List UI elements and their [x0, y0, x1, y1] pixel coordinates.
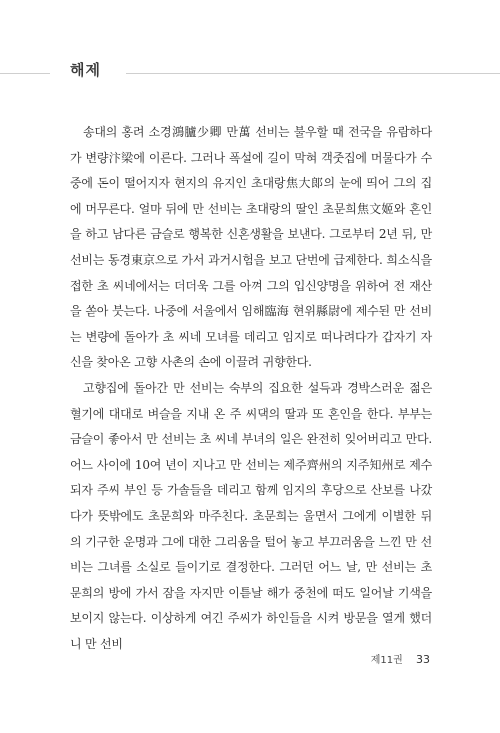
- paragraph-1: 송대의 홍려 소경鴻臚少卿 만萬 선비는 불우할 때 전국을 유람하다가 변량汴梁에 이른다. 그러나 폭설에 길이 막혀 객줏집에 머물다가 수중에 돈이 떨어지자 현지의 유지인 초대랑焦大郞의 눈에 띄어 그의 집에 머무른다. 얼마 뒤에 만 선비는 초대랑의 딸인 초문희焦文姬와 혼인을 하고 남다른 금슬로 행복한 신혼생활을 보낸다. 그로부터 2년 뒤, 만 선비는 동경東京으로 가서 과거시험을 보고 단번에 급제한다. 희소식을 접한 초 씨네에서는 더더욱 그를 아껴 그의 입신양명을 위하여 전 재산을 쏟아 붓는다. 나중에 서울에서 임해臨海 현위縣尉에 제수된 만 선비는 변량에 돌아가 초 씨네 모녀를 데리고 임지로 떠나려다가 갑자기 자신을 찾아온 고향 사촌의 손에 이끌려 귀향한다.: [70, 125, 432, 370]
- page-footer: [371, 651, 430, 666]
- section-title: 해제: [70, 61, 101, 79]
- volume-label: 제11권: [370, 655, 403, 666]
- body-text: [70, 120, 432, 657]
- page-number: 33: [416, 653, 430, 666]
- header-rule-right: [126, 73, 500, 74]
- paragraph-2: 고향집에 돌아간 만 선비는 숙부의 집요한 설득과 경박스러운 젊은 혈기에 대대로 벼슬을 지내 온 주 씨댁의 딸과 또 혼인을 한다. 부부는 금슬이 좋아서 만 선비는 초 씨네 부녀의 일은 완전히 잊어버리고 만다. 어느 사이에 10여 년이 지나고 만 선비는 제주齊州의 지주知州로 제수되자 주씨 부인 등 가솔들을 데리고 함께 임지의 후당으로 산보를 나갔다가 뜻밖에도 초문희와 마주친다. 초문희는 울면서 그에게 이별한 뒤의 기구한 운명과 그에 대한 그리움을 털어 놓고 부끄러움을 느낀 만 선비는 그녀를 소실로 들이기로 결정한다. 그러던 어느 날, 만 선비는 초문희의 방에 가서 잠을 자지만 이튿날 해가 중천에 떠도 일어날 기색을 보이지 않는다. 이상하게 여긴 주씨가 하인들을 시켜 방문을 열게 했더니 만 선비: [70, 380, 432, 651]
- header-rule-left: [0, 73, 50, 74]
